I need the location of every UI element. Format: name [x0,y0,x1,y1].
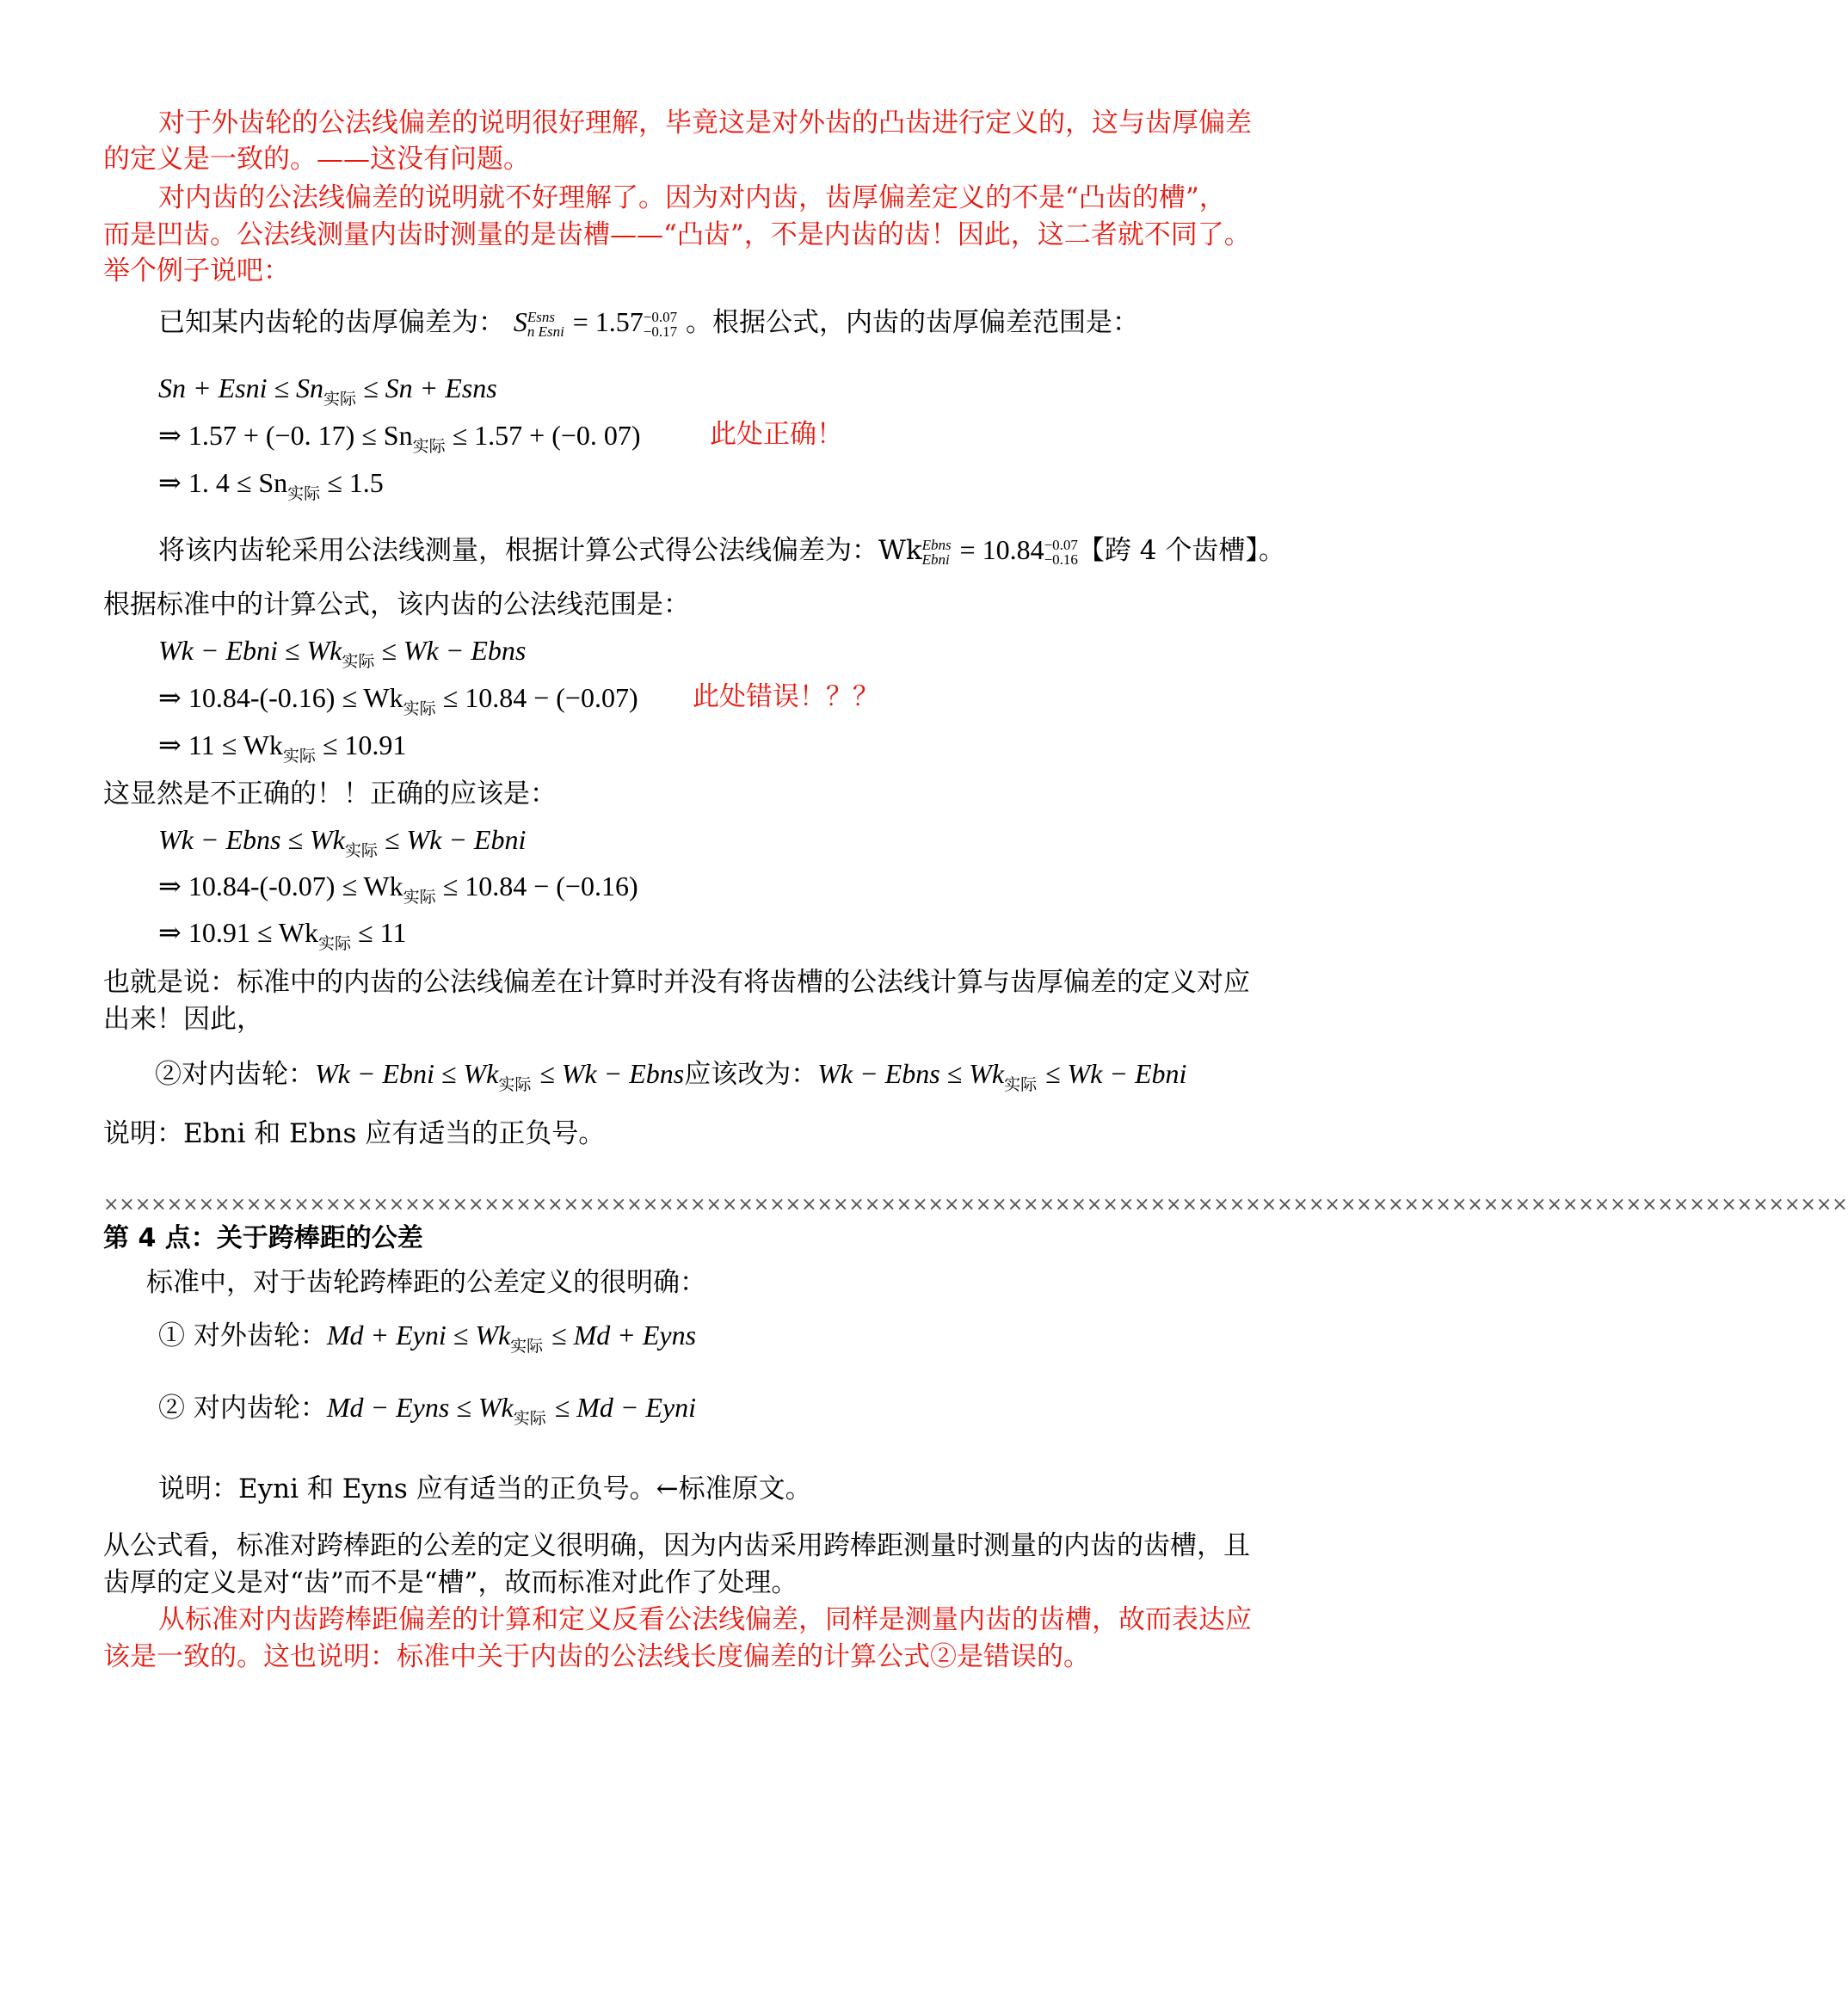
section4-intro: 标准中，对于齿轮跨棒距的公差定义的很明确： [146,1267,706,1298]
sn-ineq-row3: ⇒ 1. $4 \le Sn_{实际} \le 1.5$ [158,467,384,503]
para1-line3: 对内齿的公法线偏差的说明就不好理解了。因为对内齿，齿厚偏差定义的不是“凸齿的槽”， [158,182,1226,213]
wk-supsub: Ebns Ebni [921,536,952,568]
wk-wrong-row1: Wk − Ebni ≤ $Wk_{实际} \le Wk$ − Ebns [158,635,527,671]
sn-correct-note: 此处正确！ [710,419,843,450]
example-lead: 已知某内齿轮的齿厚偏差为： [158,307,505,338]
example-supsub: Esns n Esni [527,308,564,340]
wk-right-row2: ⇒ $10.84-(-0.07) \le Wk_{实际} \le 10.84 - (-0.16)$ [158,871,638,907]
section4-item1: ① 对外齿轮：Md + Eyni ≤ $Wk_{实际} \le Md$ + Eyns [158,1320,697,1356]
wk-wrong-note: 此处错误！？？ [693,681,879,712]
section4-para1-line1: 从公式看，标准对跨棒距的公差的定义很明确，因为内齿采用跨棒距测量时测量的内齿的齿槽，且 [103,1530,1250,1561]
sn-ineq-row2: ⇒ 1.57 + (−0. $17) \le Sn_{实际} \le 1.57 + (-0$. 07) [158,420,641,456]
example-tail: 。根据公式，内齿的齿厚偏差范围是： [685,307,1139,338]
example-line [158,308,1139,339]
std-formula-intro: 根据标准中的计算公式，该内齿的公法线范围是： [103,589,690,620]
para1-line1: 对于外齿轮的公法线偏差的说明很好理解，毕竟这是对外齿的凸齿进行定义的，这与齿厚偏差 [158,108,1252,138]
wk-right-row1: Wk − Ebns ≤ $Wk_{实际} \le Wk$ − Ebni [158,824,527,860]
para1-line2: 的定义是一致的。——这没有问题。 [103,144,530,175]
section4-heading: 第 4 点：关于跨棒距的公差 [103,1223,423,1253]
section4-para2-line1: 从标准对内齿跨棒距偏差的计算和定义反看公法线偏差，同样是测量内齿的齿槽，故而表达应 [158,1604,1252,1635]
para1-line5: 举个例子说吧： [103,255,290,286]
section4-note: 说明：Eyni 和 Eyns 应有适当的正负号。←标准原文。 [158,1474,812,1504]
wk-wrong-row3: ⇒ $11 \le Wk_{实际} \le 10.91$ [158,729,407,766]
conclusion-line2: 出来！因此， [103,1004,263,1035]
conclusion-line1: 也就是说：标准中的内齿的公法线偏差在计算时并没有将齿槽的公法线计算与齿厚偏差的定义对应 [103,967,1250,998]
example-symbol: S [513,306,527,337]
section4-para2-line2: 该是一致的。这也说明：标准中关于内齿的公法线长度偏差的计算公式②是错误的。 [103,1641,1090,1672]
correct-intro: 这显然是不正确的！！正确的应该是： [103,778,557,809]
conclusion-note: 说明：Ebni 和 Ebns 应有适当的正负号。 [103,1118,606,1149]
section4-para1-line2: 齿厚的定义是对“齿”而不是“槽”，故而标准对此作了处理。 [103,1567,798,1598]
example-tolerance: −0.07 −0.17 [643,308,678,340]
wk-tolerance: −0.07 −0.16 [1044,536,1078,568]
wk-measure-line: 将该内齿轮采用公法线测量，根据计算公式得公法线偏差为：Wk Ebns Ebni = 10.84 −0.07 −0.16 【跨 4 个齿槽】。 [158,534,1285,568]
section4-item2: ② 对内齿轮：Md − Eyns ≤ $Wk_{实际} \le Md$ − Eyni [158,1392,697,1428]
example-value: = 1.57 [572,306,644,337]
wk-wrong-row2: ⇒ $10.84-(-0.16) \le Wk_{实际} \le 10.84 - (-0.07)$ [158,682,638,718]
section-divider: ×××××××××××××××××××××××××××××××××××××××××××××××××××××××××××××××××××××××××××××××××××××××××××××××××××××××××××××× [103,1194,1848,1215]
sn-ineq-row1: Sn + Esni ≤ $Sn_{实际} \le Sn$ + Esns [158,372,497,409]
para1-line4: 而是凹齿。公法线测量内齿时测量的是齿槽——“凸齿”，不是内齿的齿！因此，这二者就不同了。 [103,219,1251,250]
wk-right-row3: ⇒ $10.91 \le Wk_{实际} \le 11$ [158,917,407,953]
conclusion-fix: ②对内齿轮：Wk − Ebni ≤ $Wk_{实际} \le Wk$ − Ebns应该改为：Wk − Ebns ≤ $Wk_{实际} \le Wk$ − Ebni [155,1058,1187,1094]
